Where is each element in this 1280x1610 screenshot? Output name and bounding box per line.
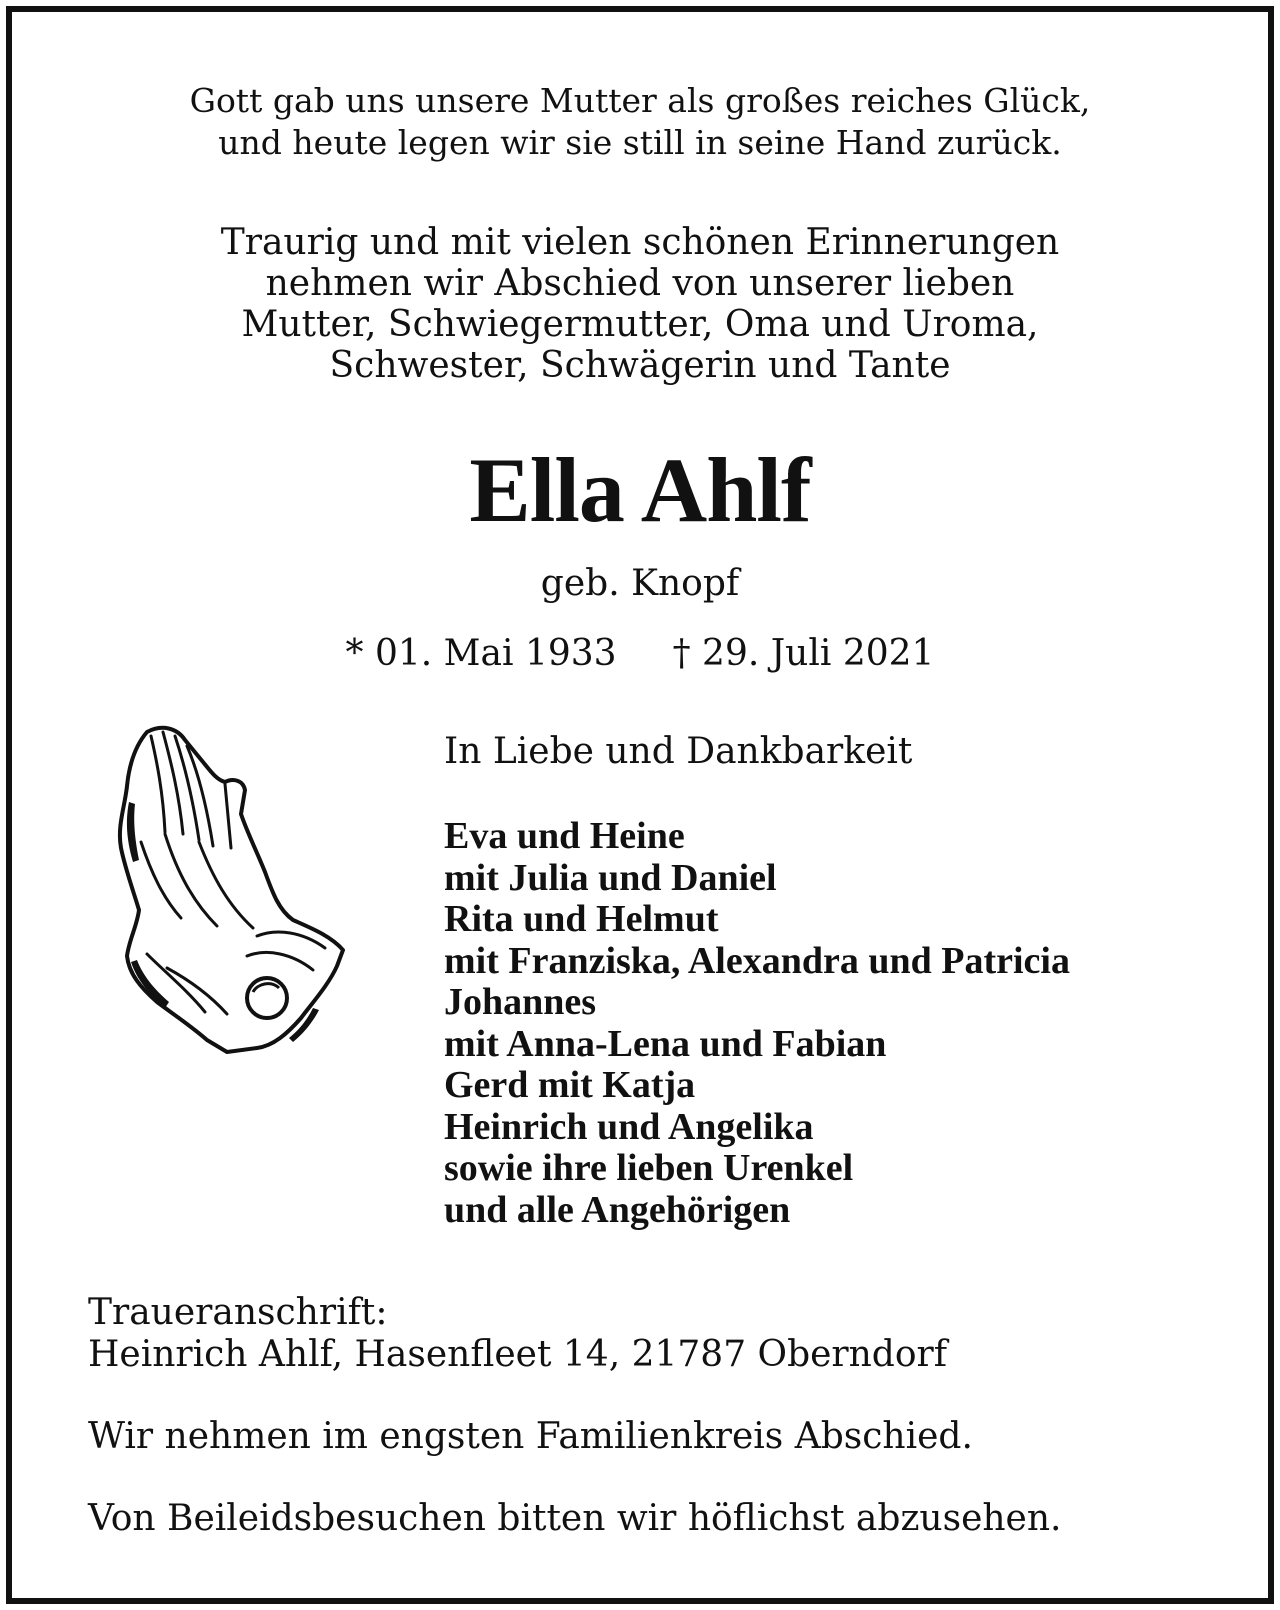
family-member: mit Julia und Daniel [444,856,777,899]
poem-line: und heute legen wir sie still in seine Hand zurück. [218,123,1062,162]
intro-line: nehmen wir Abschied von unserer lieben [265,263,1015,304]
family-member: Johannes [444,981,597,1023]
deceased-name: Ella Ahlf [469,439,811,541]
life-dates [12,632,1268,676]
family-member: mit Anna-Lena und Fabian [444,1022,887,1065]
family-member: Gerd mit Katja [444,1064,696,1106]
death-date: † 29. Juli 2021 [672,633,935,674]
love-line: In Liebe und Dankbarkeit [444,731,913,772]
condolence-notice: Von Beileidsbesuchen bitten wir höflichst abzusehen. [88,1498,1062,1539]
family-member: Eva und Heine [444,815,685,857]
maiden-name: geb. Knopf [540,563,740,604]
farewell-notice: Wir nehmen im engsten Familienkreis Abschied. [88,1416,973,1457]
family-member: Rita und Helmut [444,898,719,940]
poem [12,80,1268,164]
obituary-frame [6,6,1274,1604]
intro-line: Traurig und mit vielen schönen Erinnerungen [220,222,1060,263]
family-member: Heinrich und Angelika [444,1105,814,1148]
family-member: und alle Angehörigen [444,1188,791,1231]
address-label: Traueranschrift: [88,1292,388,1333]
signoff [444,730,1070,1231]
family-member: sowie ihre lieben Urenkel [444,1147,854,1189]
intro-line: Mutter, Schwiegermutter, Oma und Uroma, [241,304,1039,345]
praying-hands-icon [107,722,357,1062]
family-list [444,816,1070,1231]
birth-date: * 01. Mai 1933 [345,633,617,674]
mourning-address: Heinrich Ahlf, Hasenfleet 14, 21787 Oberndorf [88,1334,948,1375]
intro-line: Schwester, Schwägerin und Tante [329,345,951,386]
family-member: mit Franziska, Alexandra und Patricia [444,939,1070,982]
poem-line: Gott gab uns unsere Mutter als großes reiches Glück, [189,81,1091,120]
footer [88,1292,1062,1540]
intro-text [12,222,1268,386]
